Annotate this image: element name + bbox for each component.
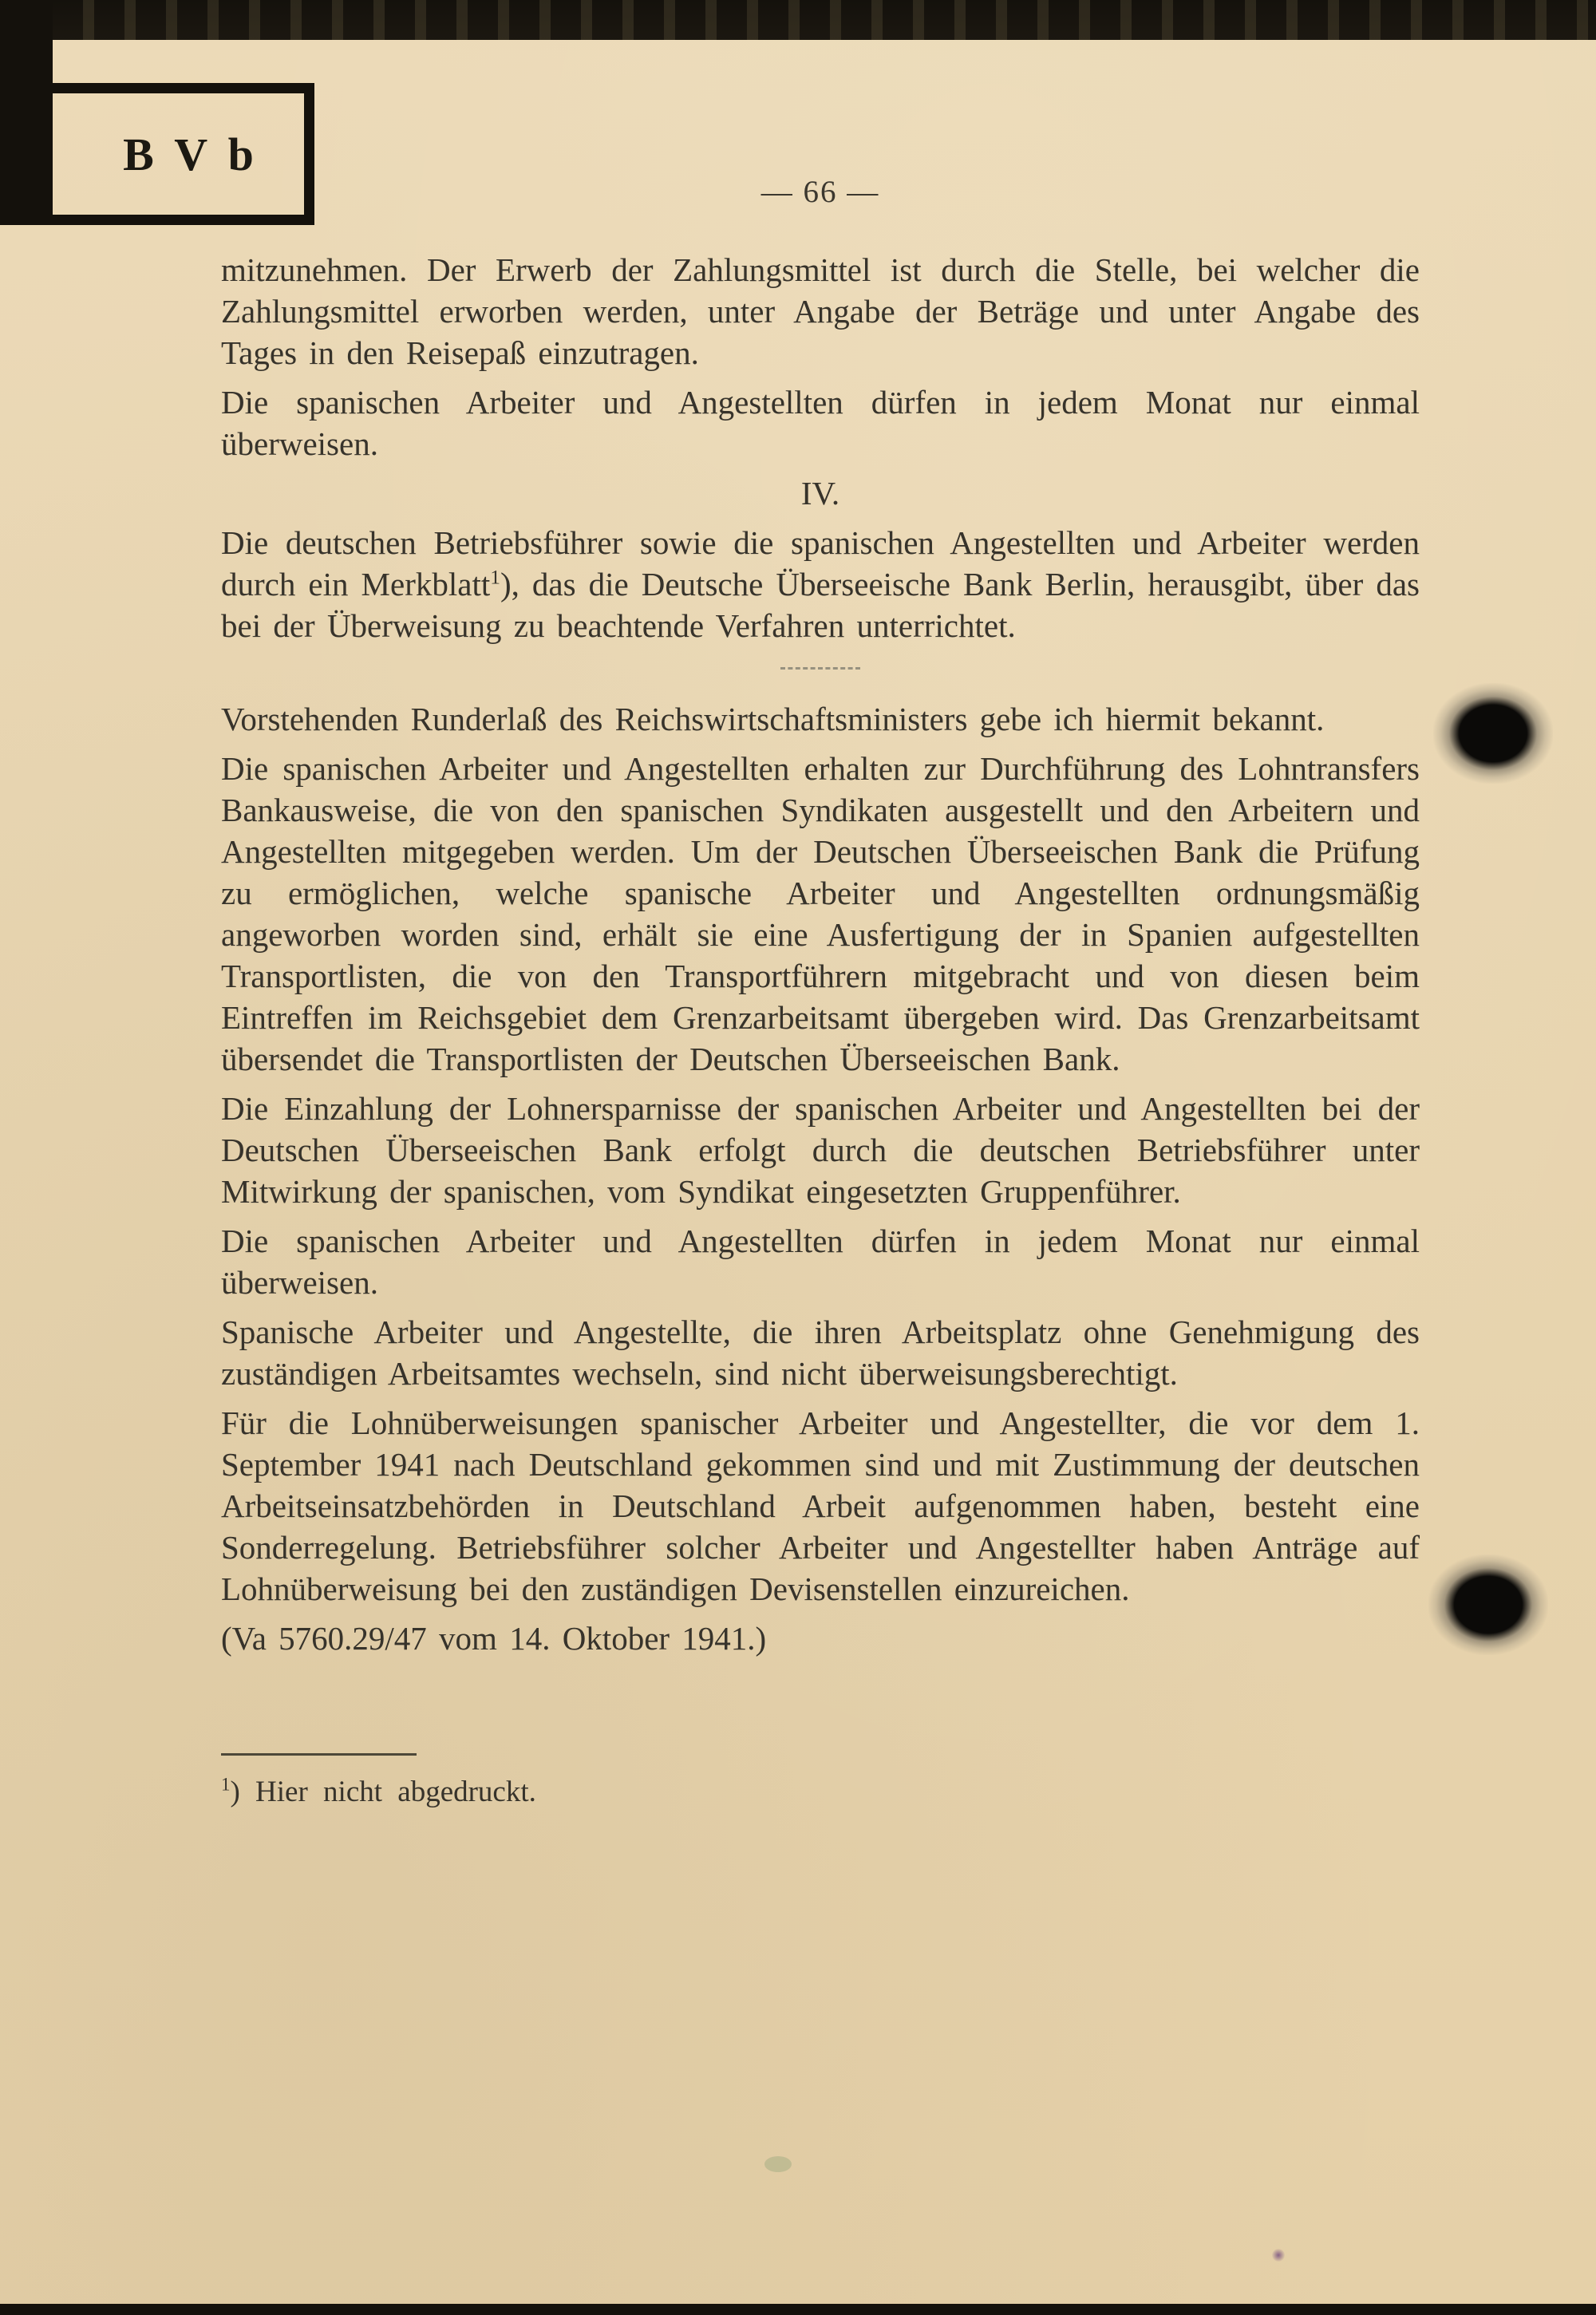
stamp-label: B V b xyxy=(123,128,259,180)
footnote-divider xyxy=(221,1753,417,1756)
paragraph-6: Die Einzahlung der Lohnersparnisse der spanischen Arbeiter und Angestellten bei der Deutschen Überseeischen Bank erfolgt durch die deutschen Betriebsführer unter Mitwirkung der spanischen, vom Syndikat eingesetzten Gruppenführer. xyxy=(221,1090,1420,1210)
scan-artifact-smudge xyxy=(764,2156,792,2172)
paragraph-2: Die spanischen Arbeiter und Angestellten dürfen in jedem Monat nur einmal überweisen. xyxy=(221,384,1420,462)
paragraph-3-text-before: Die deutschen Betriebsführer sowie die spanischen Angestellten und Arbeiter werden durch ein Merkblatt xyxy=(221,524,1420,602)
scan-bottom-edge xyxy=(0,2304,1596,2315)
scan-artifact-dot xyxy=(1272,2249,1285,2262)
scan-top-edge xyxy=(0,0,1596,40)
paragraph-3-text-after: ), das die Deutsche Überseeische Bank Berlin, herausgibt, über das bei der Überweisung zu beachtende Verfahren unterrichtet. xyxy=(221,566,1420,644)
paragraph-3 xyxy=(221,522,1420,646)
paragraph-5: Die spanischen Arbeiter und Angestellten erhalten zur Durchführung des Lohntransfers Bankausweise, die von den spanischen Syndikaten ausgestellt und den Arbeitern und Angestellten mitgegeben werden. Um der Deutschen Überseeischen Bank die Prüfung zu ermöglichen, welche spanische Arbeiter und Angestellten ordnungsmäßig angeworben worden sind, erhält sie eine Ausfertigung der in Spanien aufgestellten Transportlisten, die von den Transportführern mitgebracht und von diesen beim Eintreffen im Reichsgebiet dem Grenzarbeitsamt übergeben wird. Das Grenzarbeitsamt übersendet die Transportlisten der Deutschen Überseeischen Bank. xyxy=(221,750,1420,1077)
footnote-section xyxy=(221,1753,1420,1813)
hole-punch-bottom xyxy=(1428,1555,1548,1655)
footnote xyxy=(221,1772,1420,1813)
section-heading: IV. xyxy=(800,475,840,512)
paragraph-9: Für die Lohnüberweisungen spanischer Arbeiter und Angestellter, die vor dem 1. September 1941 nach Deutschland gekommen sind und mit Zustimmung der deutschen Arbeitseinsatzbehörden in Deutschland Arbeit aufgenommen haben, besteht eine Sonderregelung. Betriebsführer solcher Arbeiter und Angestellter haben Anträge auf Lohnüberweisung bei den zuständigen Devisenstellen einzureichen. xyxy=(221,1404,1420,1607)
section-divider xyxy=(780,667,860,670)
paragraph-4: Vorstehenden Runderlaß des Reichswirtschaftsministers gebe ich hiermit bekannt. xyxy=(221,701,1325,737)
page-number: — 66 — xyxy=(760,175,880,209)
footnote-reference-marker: 1 xyxy=(490,566,500,589)
paragraph-7: Die spanischen Arbeiter und Angestellten dürfen in jedem Monat nur einmal überweisen. xyxy=(221,1223,1420,1301)
reference-line: (Va 5760.29/47 vom 14. Oktober 1941.) xyxy=(221,1620,767,1657)
document-content xyxy=(221,249,1420,1813)
hole-punch-top xyxy=(1433,683,1553,784)
paragraph-1: mitzunehmen. Der Erwerb der Zahlungsmittel ist durch die Stelle, bei welcher die Zahlungsmittel erworben werden, unter Angabe der Beträge und unter Angabe des Tages in den Reisepaß einzutragen. xyxy=(221,251,1420,371)
paragraph-8: Spanische Arbeiter und Angestellte, die ihren Arbeitsplatz ohne Genehmigung des zuständigen Arbeitsamtes wechseln, sind nicht überweisungsberechtigt. xyxy=(221,1314,1420,1392)
footnote-text: ) Hier nicht abgedruckt. xyxy=(230,1776,536,1808)
footnote-marker: 1 xyxy=(221,1774,231,1795)
